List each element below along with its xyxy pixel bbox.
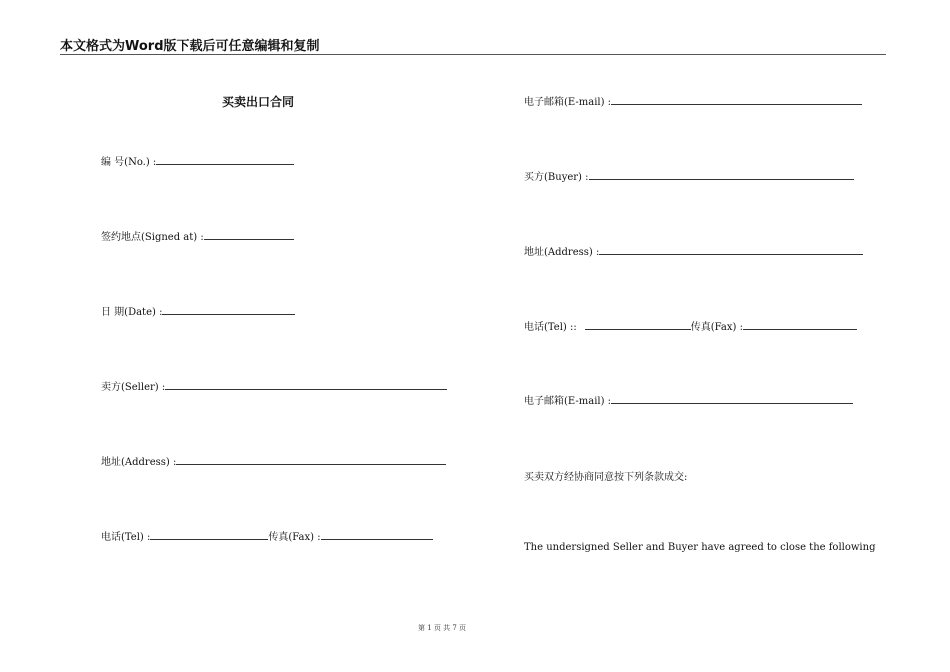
header-text: 本文格式为Word版下载后可任意编辑和复制 — [60, 39, 320, 54]
field-seller-address — [101, 455, 446, 469]
field-buyer-label: 买方(Buyer) : — [524, 172, 589, 183]
field-buyer — [524, 170, 854, 184]
contract-title: 买卖出口合同 — [222, 95, 295, 109]
field-buyer-address — [524, 245, 863, 259]
page-footer: 第 1 页 共 7 页 — [417, 624, 467, 632]
field-seller-tel-label: 电话(Tel) : — [101, 532, 151, 543]
field-number — [101, 155, 294, 169]
field-signed-at — [101, 230, 294, 244]
field-number-label: 编 号(No.) : — [101, 157, 157, 168]
field-seller-email-blank — [611, 95, 862, 105]
field-number-blank — [156, 155, 294, 165]
field-seller-tel-blank — [150, 530, 268, 540]
field-buyer-blank — [589, 170, 854, 180]
field-seller-address-blank — [176, 455, 446, 465]
field-buyer-fax-label: 传真(Fax) : — [690, 322, 743, 333]
field-seller-fax-label: 传真(Fax) : — [268, 532, 321, 543]
field-buyer-fax-blank — [743, 320, 857, 330]
field-seller-label: 卖方(Seller) : — [101, 382, 166, 393]
field-date-blank — [162, 305, 295, 315]
field-buyer-address-blank — [599, 245, 863, 255]
field-seller-address-label: 地址(Address) : — [101, 457, 177, 468]
field-signed-at-blank — [204, 230, 294, 240]
field-seller — [101, 380, 447, 394]
field-seller-fax-blank — [321, 530, 433, 540]
field-seller-email-label: 电子邮箱(E-mail) : — [524, 97, 612, 108]
field-buyer-email — [524, 394, 853, 408]
field-signed-at-label: 签约地点(Signed at) : — [101, 232, 204, 243]
agreement-text-en: The undersigned Seller and Buyer have agreed to close the following — [524, 542, 876, 553]
field-date-label: 日 期(Date) : — [101, 307, 163, 318]
field-seller-blank — [165, 380, 447, 390]
field-buyer-tel-label: 电话(Tel) :: — [524, 322, 577, 333]
field-buyer-email-blank — [611, 394, 853, 404]
field-seller-tel-fax — [101, 530, 433, 544]
field-buyer-tel-blank — [585, 320, 691, 330]
field-buyer-tel-fax — [524, 320, 857, 334]
page-header — [60, 36, 886, 55]
field-buyer-address-label: 地址(Address) : — [524, 247, 600, 258]
agreement-text-cn: 买卖双方经协商同意按下列条款成交: — [524, 472, 688, 483]
field-date — [101, 305, 295, 319]
field-buyer-email-label: 电子邮箱(E-mail) : — [524, 396, 612, 407]
field-seller-email — [524, 95, 862, 109]
